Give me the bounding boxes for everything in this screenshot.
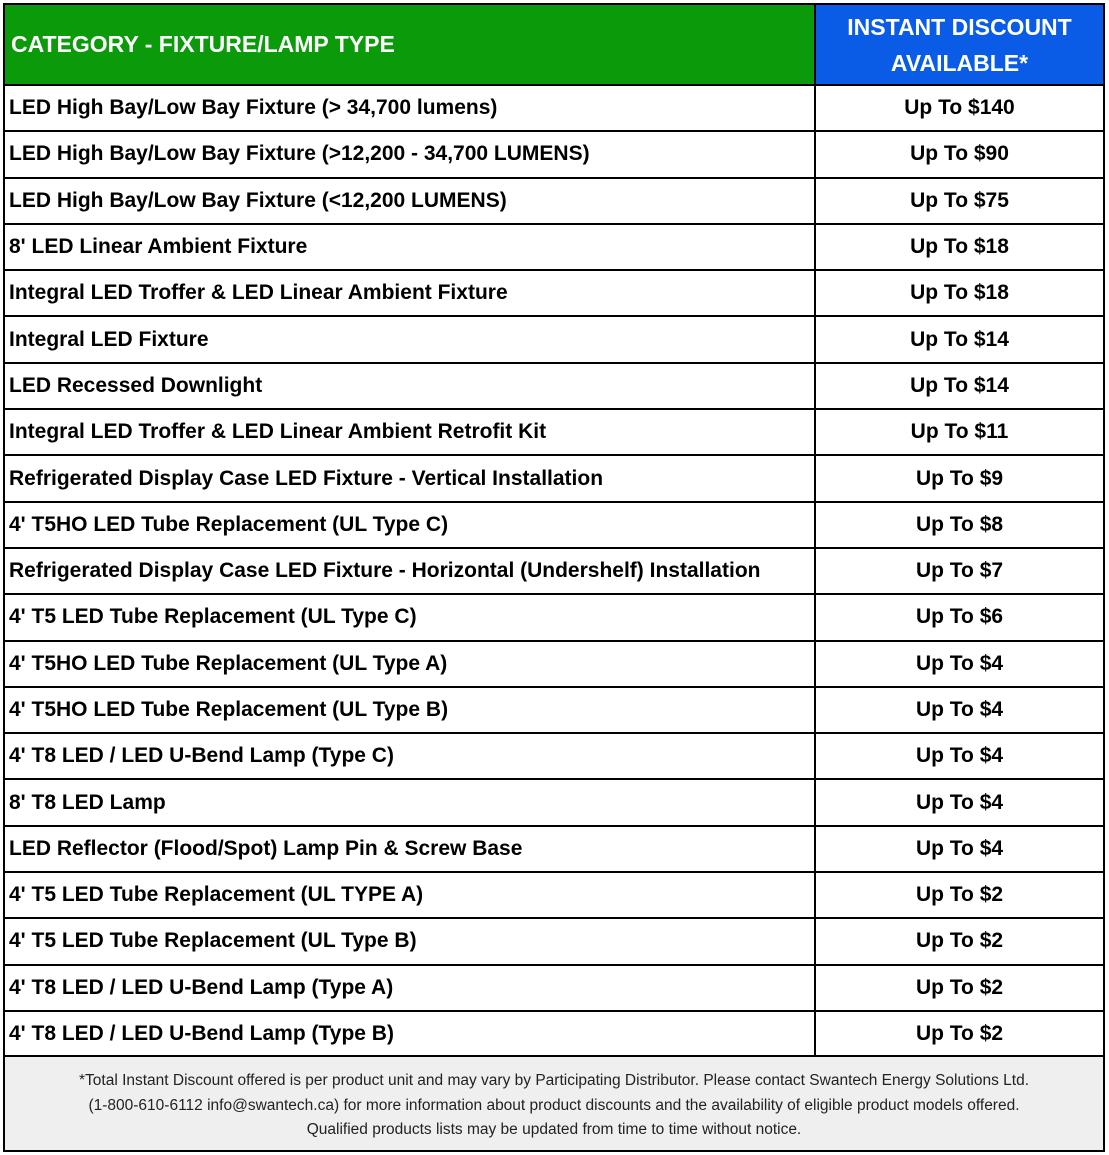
table-row bbox=[5, 270, 1103, 316]
table-row bbox=[5, 1011, 1103, 1057]
discount-cell: Up To $8 bbox=[815, 502, 1103, 548]
discount-cell: Up To $6 bbox=[815, 594, 1103, 640]
table-row bbox=[5, 779, 1103, 825]
fixture-type-cell: LED Reflector (Flood/Spot) Lamp Pin & Screw Base bbox=[5, 826, 815, 872]
fixture-type-cell: LED Recessed Downlight bbox=[5, 363, 815, 409]
table-row bbox=[5, 687, 1103, 733]
table-body bbox=[5, 85, 1103, 1057]
discount-sheet bbox=[3, 3, 1105, 1152]
discount-header-line1: INSTANT DISCOUNT bbox=[847, 13, 1072, 40]
fixture-type-cell: LED High Bay/Low Bay Fixture (<12,200 LUMENS) bbox=[5, 178, 815, 224]
fixture-type-cell: Integral LED Troffer & LED Linear Ambient Retrofit Kit bbox=[5, 409, 815, 455]
discount-cell: Up To $14 bbox=[815, 363, 1103, 409]
discount-cell: Up To $2 bbox=[815, 965, 1103, 1011]
footnote-line2: (1-800-610-6112 info@swantech.ca) for more information about product discounts and the availability of eligible product models offered. bbox=[88, 1096, 1020, 1114]
table-row bbox=[5, 548, 1103, 594]
table-row bbox=[5, 502, 1103, 548]
discount-cell: Up To $14 bbox=[815, 316, 1103, 362]
fixture-type-cell: 4' T8 LED / LED U-Bend Lamp (Type A) bbox=[5, 965, 815, 1011]
fixture-type-cell: Refrigerated Display Case LED Fixture - Horizontal (Undershelf) Installation bbox=[5, 548, 815, 594]
table-row bbox=[5, 965, 1103, 1011]
discount-cell: Up To $75 bbox=[815, 178, 1103, 224]
fixture-type-cell: 4' T8 LED / LED U-Bend Lamp (Type C) bbox=[5, 733, 815, 779]
fixture-type-cell: 8' LED Linear Ambient Fixture bbox=[5, 224, 815, 270]
discount-cell: Up To $4 bbox=[815, 733, 1103, 779]
table-row bbox=[5, 594, 1103, 640]
fixture-type-cell: 8' T8 LED Lamp bbox=[5, 779, 815, 825]
fixture-type-cell: 4' T5 LED Tube Replacement (UL TYPE A) bbox=[5, 872, 815, 918]
table-row bbox=[5, 178, 1103, 224]
discount-cell: Up To $18 bbox=[815, 270, 1103, 316]
discount-cell: Up To $4 bbox=[815, 779, 1103, 825]
fixture-type-cell: LED High Bay/Low Bay Fixture (>12,200 - 34,700 LUMENS) bbox=[5, 131, 815, 177]
discount-cell: Up To $18 bbox=[815, 224, 1103, 270]
fixture-type-cell: 4' T5 LED Tube Replacement (UL Type B) bbox=[5, 918, 815, 964]
discount-cell: Up To $2 bbox=[815, 918, 1103, 964]
fixture-type-cell: LED High Bay/Low Bay Fixture (> 34,700 lumens) bbox=[5, 85, 815, 131]
discount-cell: Up To $140 bbox=[815, 85, 1103, 131]
discount-cell: Up To $4 bbox=[815, 641, 1103, 687]
table-row bbox=[5, 455, 1103, 501]
table-row bbox=[5, 641, 1103, 687]
table-row bbox=[5, 918, 1103, 964]
table-row bbox=[5, 85, 1103, 131]
discount-header-line2: AVAILABLE* bbox=[890, 49, 1029, 76]
table-row bbox=[5, 409, 1103, 455]
table-row bbox=[5, 316, 1103, 362]
discount-cell: Up To $11 bbox=[815, 409, 1103, 455]
table-row bbox=[5, 363, 1103, 409]
table-row bbox=[5, 826, 1103, 872]
discount-cell: Up To $7 bbox=[815, 548, 1103, 594]
fixture-type-cell: 4' T8 LED / LED U-Bend Lamp (Type B) bbox=[5, 1011, 815, 1057]
footnote-line1: *Total Instant Discount offered is per product unit and may vary by Participating Distributor. Please contact Swantech Energy Solutions Ltd. bbox=[78, 1072, 1030, 1089]
fixture-type-cell: 4' T5HO LED Tube Replacement (UL Type A) bbox=[5, 641, 815, 687]
table-row bbox=[5, 733, 1103, 779]
table-row bbox=[5, 872, 1103, 918]
category-header: CATEGORY - FIXTURE/LAMP TYPE bbox=[5, 5, 815, 85]
footnote bbox=[5, 1055, 1103, 1150]
discount-header bbox=[815, 5, 1103, 85]
fixture-type-cell: 4' T5 LED Tube Replacement (UL Type C) bbox=[5, 594, 815, 640]
fixture-type-cell: Integral LED Troffer & LED Linear Ambient Fixture bbox=[5, 270, 815, 316]
discount-cell: Up To $2 bbox=[815, 872, 1103, 918]
discount-cell: Up To $4 bbox=[815, 826, 1103, 872]
header-row bbox=[5, 5, 1103, 85]
discount-table bbox=[5, 5, 1103, 1058]
footnote-line3: Qualified products lists may be updated from time to time without notice. bbox=[306, 1121, 802, 1138]
fixture-type-cell: Integral LED Fixture bbox=[5, 316, 815, 362]
discount-cell: Up To $90 bbox=[815, 131, 1103, 177]
discount-cell: Up To $2 bbox=[815, 1011, 1103, 1057]
table-row bbox=[5, 131, 1103, 177]
fixture-type-cell: Refrigerated Display Case LED Fixture - Vertical Installation bbox=[5, 455, 815, 501]
fixture-type-cell: 4' T5HO LED Tube Replacement (UL Type B) bbox=[5, 687, 815, 733]
table-row bbox=[5, 224, 1103, 270]
fixture-type-cell: 4' T5HO LED Tube Replacement (UL Type C) bbox=[5, 502, 815, 548]
discount-cell: Up To $9 bbox=[815, 455, 1103, 501]
discount-cell: Up To $4 bbox=[815, 687, 1103, 733]
